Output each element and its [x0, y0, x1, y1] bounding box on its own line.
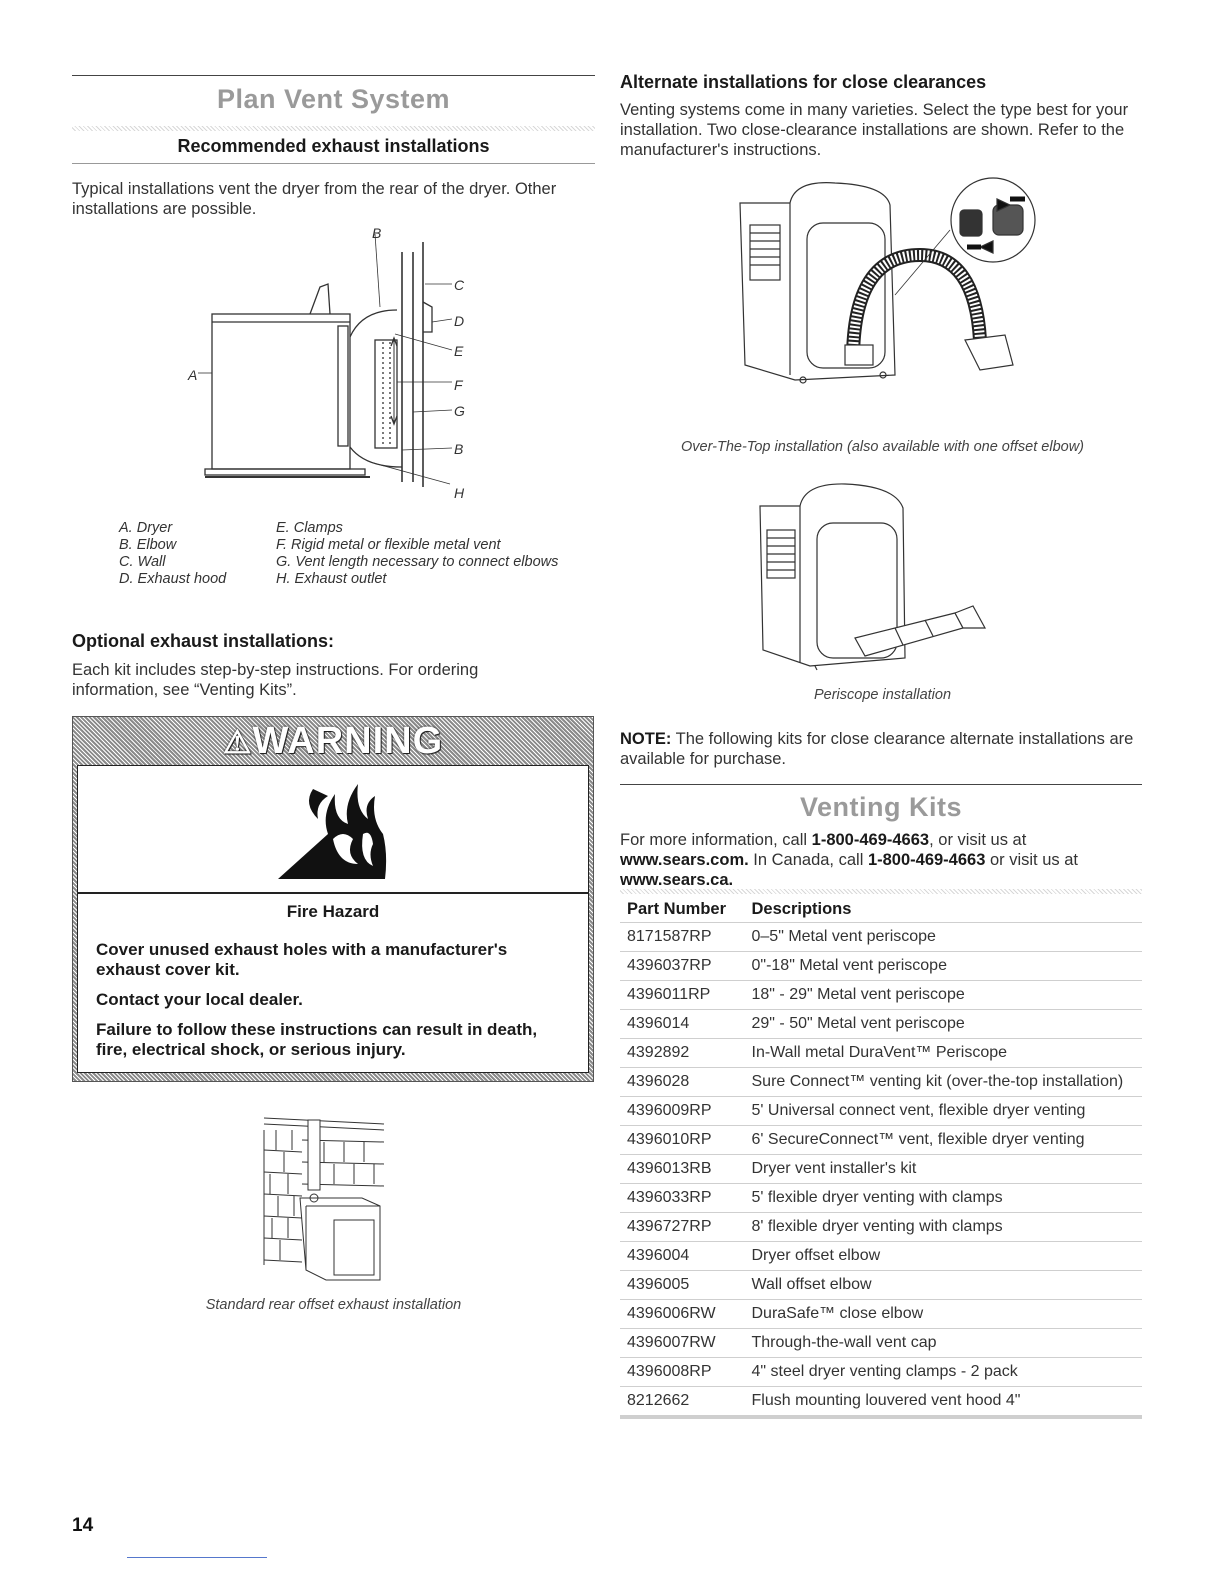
legend-item: B. Elbow: [119, 537, 177, 553]
overtop-caption: Over-The-Top installation (also available with one offset elbow): [681, 439, 1084, 455]
standard-caption: Standard rear offset exhaust installation: [205, 1297, 462, 1313]
page-number: 14: [72, 1515, 94, 1536]
part-number-cell: 4396014: [620, 1010, 745, 1039]
warning-line-1: Cover unused exhaust holes with a manufacturer's exhaust cover kit.: [96, 940, 508, 979]
alt-title: Alternate installations for close clearances: [620, 72, 987, 92]
legend-col-1: [119, 520, 269, 588]
description-cell: Wall offset elbow: [745, 1271, 1143, 1300]
label-e: E: [454, 343, 464, 359]
description-cell: 8' flexible dryer venting with clamps: [745, 1213, 1143, 1242]
label-g: G: [454, 403, 465, 419]
warning-text-panel: [77, 893, 589, 1073]
part-number-cell: 4396037RP: [620, 952, 745, 981]
table-row: [620, 1213, 1142, 1242]
header-part-number: Part Number: [627, 900, 727, 918]
table-row: [620, 1300, 1142, 1329]
legend-item: D. Exhaust hood: [119, 571, 227, 587]
warning-title-wrap: [223, 720, 443, 763]
part-number-cell: 8212662: [620, 1387, 745, 1418]
description-cell: 5' Universal connect vent, flexible dryer venting: [745, 1097, 1143, 1126]
label-b-bottom: B: [454, 441, 464, 457]
part-number-cell: 8171587RP: [620, 923, 745, 952]
standard-installation-illustration: [262, 1110, 392, 1290]
fire-icon: [273, 774, 393, 884]
phone-link-canada[interactable]: 1-800-469-4663: [867, 851, 986, 869]
part-number-cell: 4396009RP: [620, 1097, 745, 1126]
table-row: [620, 1010, 1142, 1039]
warning-hazard: Fire Hazard: [286, 902, 380, 921]
table-row: [620, 1184, 1142, 1213]
intro-text: Typical installations vent the dryer from the rear of the dryer. Other installations are possible.: [72, 180, 557, 218]
legend-col-2: [276, 520, 591, 588]
part-number-cell: 4396033RP: [620, 1184, 745, 1213]
table-header-row: [620, 896, 1142, 923]
warning-triangle-icon: ⚠: [222, 724, 253, 760]
description-cell: 6' SecureConnect™ vent, flexible dryer venting: [745, 1126, 1143, 1155]
table-row: [620, 1068, 1142, 1097]
table-body: [620, 923, 1142, 1418]
part-number-cell: 4396028: [620, 1068, 745, 1097]
hatch-band: [72, 126, 595, 131]
part-number-cell: 4392892: [620, 1039, 745, 1068]
part-number-cell: 4396010RP: [620, 1126, 745, 1155]
description-cell: Through-the-wall vent cap: [745, 1329, 1143, 1358]
subsection-title: Recommended exhaust installations: [177, 136, 490, 156]
optional-text: Each kit includes step-by-step instructions. For ordering information, see “Venting Kits”.: [72, 661, 479, 699]
kits-intro-text: For more information, call: [620, 831, 812, 849]
description-cell: 29" - 50" Metal vent periscope: [745, 1010, 1143, 1039]
description-cell: Dryer vent installer's kit: [745, 1155, 1143, 1184]
legend-item: H. Exhaust outlet: [276, 571, 387, 587]
part-number-cell: 4396006RW: [620, 1300, 745, 1329]
description-cell: 5' flexible dryer venting with clamps: [745, 1184, 1143, 1213]
warning-line-2: Contact your local dealer.: [96, 990, 303, 1009]
website-link[interactable]: www.sears.com.: [620, 851, 749, 869]
kits-intro-text: , or visit us at: [929, 831, 1027, 849]
table-row: [620, 1126, 1142, 1155]
recommended-installation-diagram: [170, 222, 500, 507]
description-cell: Dryer offset elbow: [745, 1242, 1143, 1271]
kits-intro-text: In Canada, call: [748, 851, 868, 869]
table-row: [620, 952, 1142, 981]
kits-title: Venting Kits: [799, 792, 962, 822]
table-row: [620, 1387, 1142, 1418]
venting-kits-table: [620, 896, 1142, 1419]
table-row: [620, 1358, 1142, 1387]
periscope-caption: Periscope installation: [813, 687, 952, 703]
over-the-top-illustration: [735, 175, 1040, 390]
warning-line-3: Failure to follow these instructions can result in death, fire, electrical shock, or serious injury.: [96, 1020, 538, 1059]
part-number-cell: 4396011RP: [620, 981, 745, 1010]
warning-header: [73, 717, 593, 765]
phone-link[interactable]: 1-800-469-4663: [811, 831, 930, 849]
optional-title: Optional exhaust installations:: [72, 631, 335, 651]
legend-item: F. Rigid metal or flexible metal vent: [276, 537, 501, 553]
table-row: [620, 1155, 1142, 1184]
table-row: [620, 1097, 1142, 1126]
table-row: [620, 1039, 1142, 1068]
label-c: C: [454, 277, 465, 293]
kits-intro-text: or visit us at: [985, 851, 1079, 869]
part-number-cell: 4396727RP: [620, 1213, 745, 1242]
part-number-cell: 4396013RB: [620, 1155, 745, 1184]
table-row: [620, 923, 1142, 952]
part-number-cell: 4396005: [620, 1271, 745, 1300]
part-number-cell: 4396004: [620, 1242, 745, 1271]
table-top-band: [620, 889, 1142, 894]
legend-item: E. Clamps: [276, 520, 343, 536]
label-h: H: [454, 485, 465, 501]
legend-item: C. Wall: [119, 554, 166, 570]
table-row: [620, 1329, 1142, 1358]
label-f: F: [454, 377, 463, 393]
table-row: [620, 1242, 1142, 1271]
kits-rule: [620, 784, 1142, 785]
periscope-illustration: [755, 478, 995, 673]
warning-title: WARNING: [252, 720, 444, 762]
top-rule-left: [72, 75, 595, 76]
section-title: Plan Vent System: [216, 84, 451, 114]
warning-pictogram-panel: [77, 765, 589, 893]
header-descriptions: Descriptions: [751, 900, 852, 918]
description-cell: 18" - 29" Metal vent periscope: [745, 981, 1143, 1010]
part-number-cell: 4396007RW: [620, 1329, 745, 1358]
note: [620, 729, 1140, 769]
alt-text: Venting systems come in many varieties. Select the type best for your installation. Two close-clearance installations are shown. Refer to the manufacturer's instructions.: [620, 101, 1129, 159]
note-label: NOTE:: [620, 730, 672, 748]
subsection-rule: [72, 163, 595, 164]
label-d: D: [454, 313, 465, 329]
kits-intro: [620, 830, 1142, 890]
description-cell: In-Wall metal DuraVent™ Periscope: [745, 1039, 1143, 1068]
description-cell: 0–5" Metal vent periscope: [745, 923, 1143, 952]
warning-box: [72, 716, 594, 1082]
description-cell: 4" steel dryer venting clamps - 2 pack: [745, 1358, 1143, 1387]
label-a: A: [188, 367, 198, 383]
description-cell: Flush mounting louvered vent hood 4": [745, 1387, 1143, 1418]
table-row: [620, 1271, 1142, 1300]
description-cell: Sure Connect™ venting kit (over-the-top installation): [745, 1068, 1143, 1097]
website-link-canada[interactable]: www.sears.ca.: [620, 871, 734, 889]
legend-item: G. Vent length necessary to connect elbows: [276, 554, 559, 570]
label-b-top: B: [372, 225, 382, 241]
part-number-cell: 4396008RP: [620, 1358, 745, 1387]
table-row: [620, 981, 1142, 1010]
description-cell: DuraSafe™ close elbow: [745, 1300, 1143, 1329]
description-cell: 0"-18" Metal vent periscope: [745, 952, 1143, 981]
legend-item: A. Dryer: [119, 520, 173, 536]
note-text: The following kits for close clearance alternate installations are available for purchase.: [620, 730, 1134, 768]
footer-line: [127, 1557, 267, 1558]
